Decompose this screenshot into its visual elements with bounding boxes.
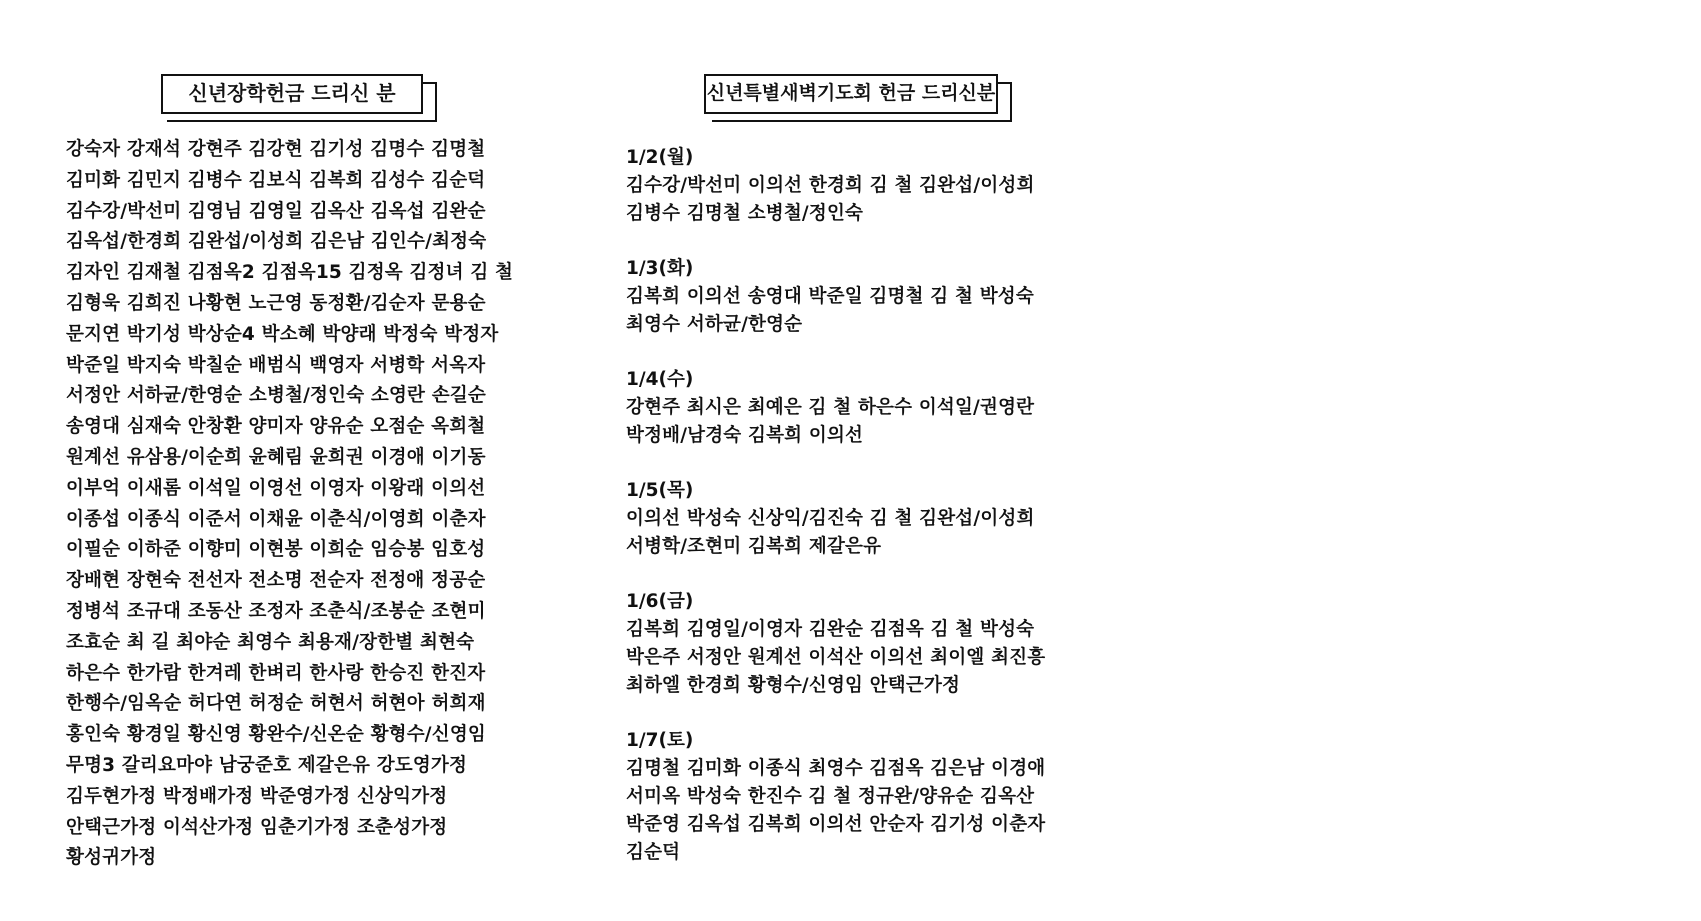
day-date: 1/6(금) <box>626 591 694 612</box>
donor-line: 이종섭 이종식 이준서 이채윤 이춘식/이영희 이춘자 <box>66 508 486 530</box>
donor-line: 정병석 조규대 조동산 조정자 조춘식/조봉순 조현미 <box>66 600 486 622</box>
day-date: 1/4(수) <box>626 369 694 390</box>
donor-line: 김형욱 김희진 나황현 노근영 동정환/김순자 문용순 <box>66 292 486 314</box>
day-date: 1/2(월) <box>626 147 694 168</box>
day-donor-line: 김수강/박선미 이의선 한경희 김 철 김완섭/이성희 <box>626 175 1035 196</box>
donor-line: 송영대 심재숙 안창환 양미자 양유순 오점순 옥희철 <box>66 416 486 438</box>
day-donor-line: 서병학/조현미 김복희 제갈은유 <box>626 536 882 557</box>
scholarship-donor-list <box>66 135 536 874</box>
donor-line: 조효순 최 길 최야순 최영수 최용재/장한별 최현숙 <box>66 631 475 653</box>
donor-line: 황성귀가정 <box>66 847 157 869</box>
donor-line: 한행수/임옥순 허다연 허정순 허현서 허현아 허희재 <box>66 693 486 715</box>
donor-line: 원계선 유삼용/이순희 윤혜림 윤희권 이경애 이기동 <box>66 446 486 468</box>
day-block <box>626 588 1126 700</box>
day-donor-line: 박은주 서정안 원계선 이석산 이의선 최이엘 최진흥 <box>626 647 1046 668</box>
day-block <box>626 477 1126 561</box>
donor-line: 안택근가정 이석산가정 임춘기가정 조춘성가정 <box>66 816 448 838</box>
donor-line: 김두현가정 박정배가정 박준영가정 신상익가정 <box>66 785 448 807</box>
dawn-prayer-offering-title: 신년특별새벽기도회 헌금 드리신분 <box>704 74 998 114</box>
day-donor-line: 최영수 서하균/한영순 <box>626 314 803 335</box>
day-block <box>626 255 1126 339</box>
day-block <box>626 366 1126 450</box>
day-donor-line: 이의선 박성숙 신상익/김진숙 김 철 김완섭/이성희 <box>626 508 1035 529</box>
day-block <box>626 144 1126 228</box>
donor-line: 김옥섭/한경희 김완섭/이성희 김은남 김인수/최정숙 <box>66 231 487 253</box>
day-date: 1/3(화) <box>626 258 694 279</box>
day-donor-line: 박준영 김옥섭 김복희 이의선 안순자 김기성 이춘자 <box>626 814 1046 835</box>
donor-line: 이부억 이새롬 이석일 이영선 이영자 이왕래 이의선 <box>66 477 486 499</box>
day-donor-line: 김병수 김명철 소병철/정인숙 <box>626 203 864 224</box>
donor-line: 서정안 서하균/한영순 소병철/정인숙 소영란 손길순 <box>66 385 486 407</box>
dawn-prayer-donor-list <box>626 144 1126 894</box>
donor-line: 이필순 이하준 이향미 이현봉 이희순 임승봉 임호성 <box>66 539 486 561</box>
day-donor-line: 서미옥 박성숙 한진수 김 철 정규완/양유순 김옥산 <box>626 786 1035 807</box>
donor-line: 문지연 박기성 박상순4 박소혜 박양래 박정숙 박정자 <box>66 323 499 345</box>
day-donor-line: 김순덕 <box>626 842 681 863</box>
scholarship-offering-title: 신년장학헌금 드리신 분 <box>161 74 423 114</box>
donor-line: 박준일 박지숙 박칠순 배범식 백영자 서병학 서옥자 <box>66 354 486 376</box>
donor-line: 김자인 김재철 김점옥2 김점옥15 김정옥 김정녀 김 철 <box>66 262 514 284</box>
donor-line: 김미화 김민지 김병수 김보식 김복희 김성수 김순덕 <box>66 169 486 191</box>
donor-line: 장배현 장현숙 전선자 전소명 전순자 전정애 정공순 <box>66 570 486 592</box>
day-block <box>626 727 1126 867</box>
day-donor-line: 강현주 최시은 최예은 김 철 하은수 이석일/권영란 <box>626 397 1035 418</box>
day-donor-line: 김복희 이의선 송영대 박준일 김명철 김 철 박성숙 <box>626 286 1034 307</box>
donor-line: 강숙자 강재석 강현주 김강현 김기성 김명수 김명철 <box>66 139 486 160</box>
donor-line: 홍인숙 황경일 황신영 황완수/신온순 황형수/신영임 <box>66 724 486 746</box>
day-date: 1/7(토) <box>626 730 694 751</box>
day-donor-line: 김명철 김미화 이종식 최영수 김점옥 김은남 이경애 <box>626 758 1046 779</box>
day-donor-line: 김복희 김영일/이영자 김완순 김점옥 김 철 박성숙 <box>626 619 1035 640</box>
day-donor-line: 박정배/남경숙 김복희 이의선 <box>626 425 864 446</box>
day-date: 1/5(목) <box>626 480 694 501</box>
donor-line: 하은수 한가람 한겨레 한벼리 한사랑 한승진 한진자 <box>66 662 486 684</box>
donor-line: 김수강/박선미 김영님 김영일 김옥산 김옥섭 김완순 <box>66 200 486 222</box>
day-donor-line: 최하엘 한경희 황형수/신영임 안택근가정 <box>626 675 961 696</box>
donor-line: 무명3 갈리요마야 남궁준호 제갈은유 강도영가정 <box>66 754 468 776</box>
